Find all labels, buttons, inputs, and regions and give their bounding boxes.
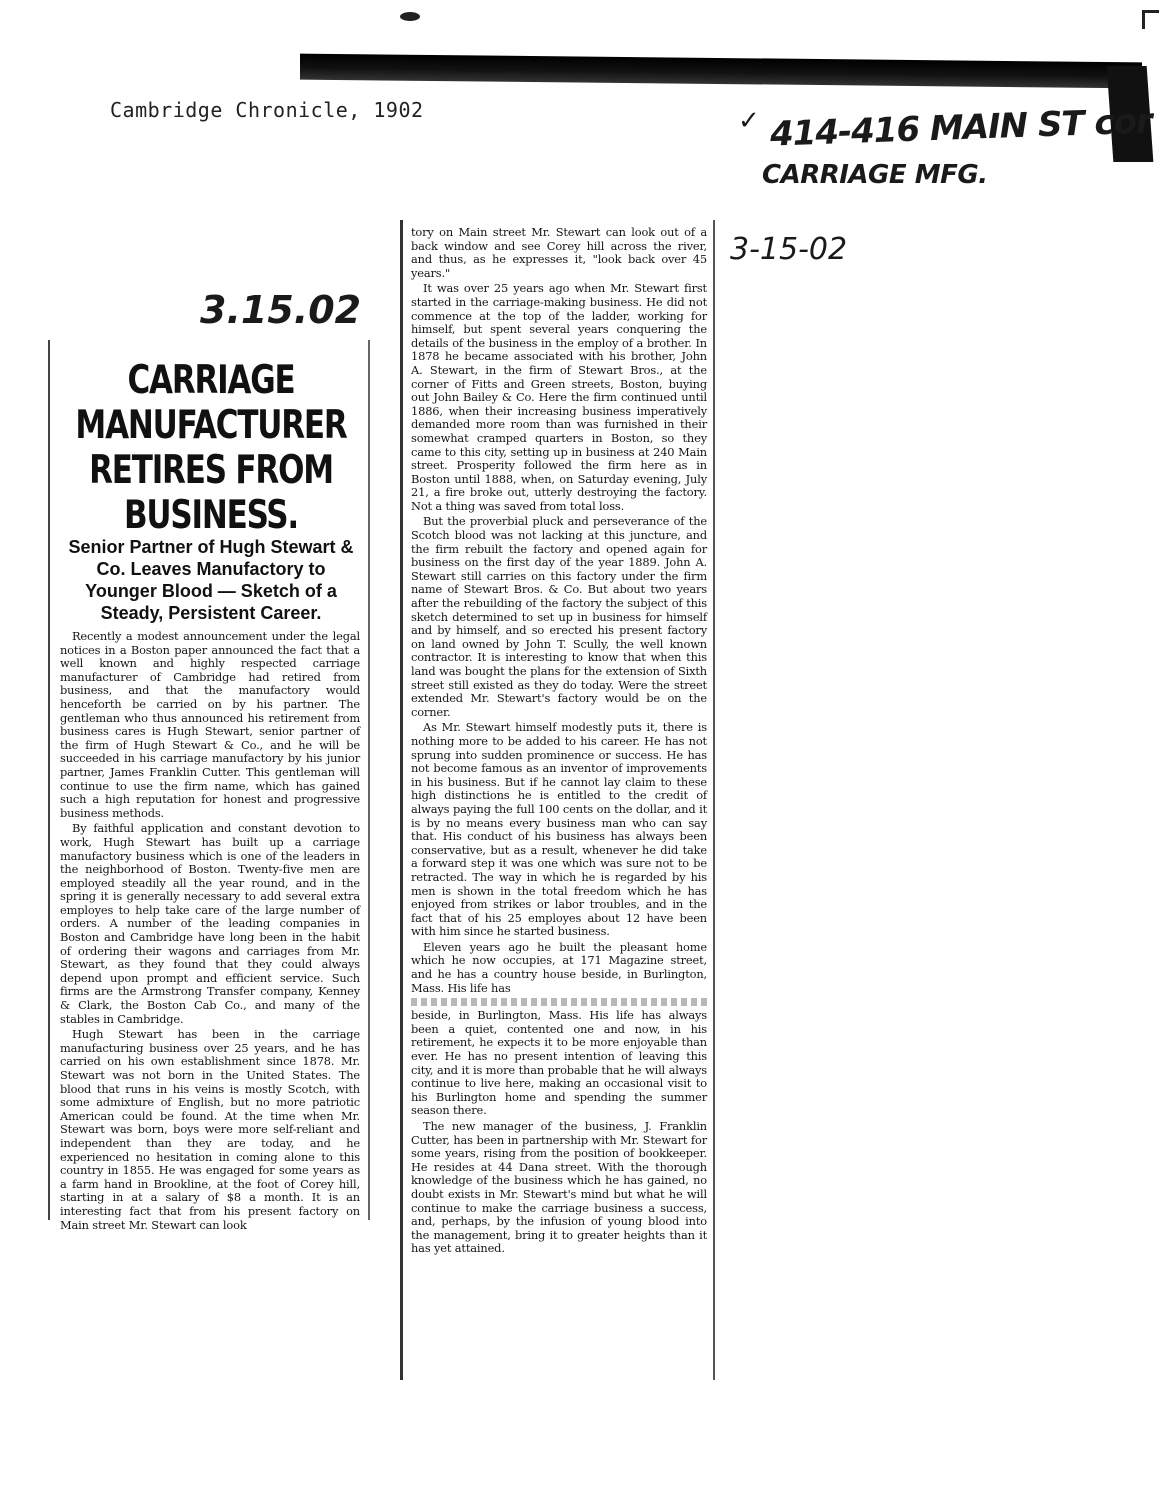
paragraph: Hugh Stewart has been in the carriage manufacturing business over 25 years, and he has carried on his own establishment since 1878. Mr. Stewart was not born in the United States. The blood that runs in his veins is mostly Scotch, with some admixture of English, but no more patriotic American could be found. At the time when Mr. Stewart was born, boys were more self-reliant and independent than they are today, and he experienced no hesitation in coming alone to this country in 1855. He was engaged for some years as a farm hand in Brookline, at the foot of Corey hill, starting in at a salary of $8 a month. It is an interesting fact that from his present factory on Main street Mr. Stewart can look <box>60 1027 360 1232</box>
paragraph: Eleven years ago he built the pleasant home which he now occupies, at 171 Magazine street, and he has a country house beside, in Burlington, Mass. His life has <box>411 939 707 995</box>
paragraph: As Mr. Stewart himself modestly puts it, there is nothing more to be added to his career. He has not sprung into sudden prominence or success. He has not become famous as an inventor of improvements in his business. But if he cannot lay claim to these high distinctions he is entitled to the credit of always paying the full 100 cents on the dollar, and it is by no means every business man who can say that. His conduct of his business has always been conservative, but as a result, whenever he did take a forward step it was one which was sure not to be retracted. The way in which he is regarded by his men is shown in the total freedom which he has enjoyed from strikes or labor troubles, and in the fact that of his 25 employes about 12 have been with him since he started business. <box>411 720 707 939</box>
paragraph: tory on Main street Mr. Stewart can look out of a back window and see Corey hill across the river, and thus, as he expresses it, "look back over 45 years." <box>411 225 707 280</box>
torn-edge <box>411 998 707 1006</box>
scan-speck <box>400 12 420 21</box>
check-mark-icon: ✓ <box>738 106 760 136</box>
clipping-right-column <box>400 220 715 1380</box>
paragraph: beside, in Burlington, Mass. His life has always been a quiet, contented one and now, in his retirement, he expects it to be more enjoyable than ever. He has no present intention of leaving this city, and it is more than probable that he will always continue to live here, making an occasional visit to his Burlington home and spending the summer season there. <box>411 1008 707 1118</box>
subhead: Senior Partner of Hugh Stewart & Co. Leaves Manufactory to Younger Blood — Sketch of a Steady, Persistent Career. <box>68 537 354 623</box>
paragraph: By faithful application and constant devotion to work, Hugh Stewart has built up a carriage manufactory business which is one of the leaders in the neighborhood of Boston. Twenty-five men are employed steadily all the year round, and in the spring it is generally necessary to add several extra employes to help take care of the large number of orders. A number of the leading companies in Boston and Cambridge have long been in the habit of ordering their wagons and carriages from Mr. Stewart, as they found that they could always depend upon prompt and efficient service. Such firms are the Armstrong Transfer company, Kenney & Clark, the Boston Cab Co., and many of the stables in Cambridge. <box>60 821 360 1026</box>
handwritten-address: 414-416 MAIN ST cor <box>769 101 1153 155</box>
corner-mark <box>1142 10 1159 29</box>
source-line: Cambridge Chronicle, 1902 <box>110 98 424 122</box>
paragraph: Recently a modest announcement under the legal notices in a Boston paper announced the fact that a well known and highly respected carriage manufacturer of Cambridge had retired from business, and that the manufactory would henceforth be carried on by his partner. The gentleman who thus announced his retirement from business cares is Hugh Stewart, senior partner of the firm of Hugh Stewart & Co., and he will be succeeded in his carriage manufactory by his junior partner, James Franklin Cutter. This gentleman will continue to use the firm name, which has gained such a high reputation for honest and progressive business methods. <box>60 629 360 820</box>
clipping-left-column <box>48 340 370 1232</box>
handwritten-date-right: 3-15-02 <box>730 232 848 267</box>
headline: CARRIAGE MANUFACTURER RETIRES FROM BUSINESS. <box>75 358 347 538</box>
handwritten-date-left: 3.15.02 <box>200 288 362 332</box>
paragraph: But the proverbial pluck and perseverance of the Scotch blood was not lacking at this juncture, and the firm rebuilt the factory and opened again for business on the first day of the year 1889. John A. Stewart still carries on this factory under the firm name of Stewart Bros. & Co. But about two years after the rebuilding of the factory the subject of this sketch determined to set up in business for himself and by himself, and so erected his present factory on land owned by John T. Scully, the well known contractor. It is interesting to know that when this land was bought the plans for the extension of Sixth street still existed as they do today. Were the street extended Mr. Stewart's factory would be on the corner. <box>411 514 707 719</box>
scan-streak <box>300 54 1142 89</box>
article-column-1 <box>50 630 368 1232</box>
paragraph: It was over 25 years ago when Mr. Stewart first started in the carriage-making business. He did not commence at the top of the ladder, working for himself, but spent several years conquering the details of the business in the employ of a brother. In 1878 he became associated with his brother, John A. Stewart, in the firm of Stewart Bros., at the corner of Fitts and Green streets, Boston, buying out John Bailey & Co. Here the firm continued until 1886, when their increasing business imperatively demanded more room than was furnished in their somewhat cramped quarters in Boston, so they came to this city, setting up in business at 240 Main street. Prosperity followed the firm here as in Boston until 1888, when, on Saturday evening, July 21, a fire broke out, utterly destroying the factory. Not a thing was saved from total loss. <box>411 281 707 513</box>
handwritten-subject: CARRIAGE MFG. <box>762 160 988 190</box>
paragraph: The new manager of the business, J. Franklin Cutter, has been in partnership with Mr. Stewart for some years, rising from the position of bookkeeper. He resides at 44 Dana street. With the thorough knowledge of the business which he has gained, no doubt exists in Mr. Stewart's mind but what he will continue to make the carriage business a success, and, perhaps, by the infusion of young blood into the management, bring it to greater heights than it has yet attained. <box>411 1119 707 1256</box>
article-column-2 <box>403 220 713 1256</box>
